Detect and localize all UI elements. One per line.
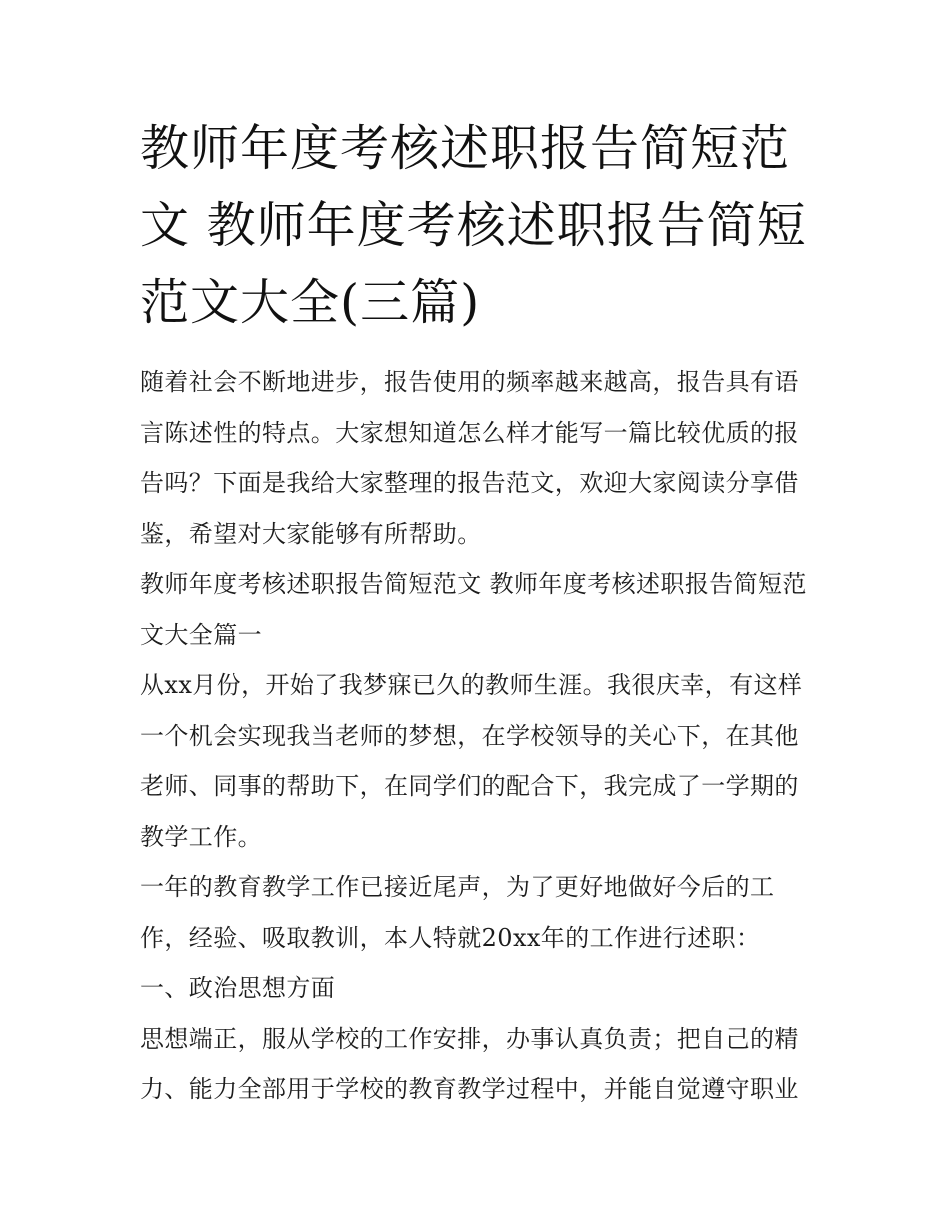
section-heading: 教师年度考核述职报告简短范文 教师年度考核述职报告简短范文大全篇一 [140,570,807,649]
body-paragraph: 从xx月份，开始了我梦寐已久的教师生涯。我很庆幸，有这样一个机会实现我当老师的梦想，在学校领导的关心下，在其他老师、同事的帮助下，在同学们的配合下，我完成了一学期的教学工作。 [140,671,803,851]
document-body [140,357,820,1115]
body-paragraph: 一年的教育教学工作已接近尾声，为了更好地做好今后的工作，经验、吸取教训，本人特就20xx年的工作进行述职： [140,873,775,952]
document-title: 教师年度考核述职报告简短范文 教师年度考核述职报告简短范文大全(三篇) [140,120,807,331]
body-paragraph: 思想端正，服从学校的工作安排，办事认真负责；把自己的精力、能力全部用于学校的教育教学过程中，并能自觉遵守职业 [140,1024,799,1103]
intro-paragraph: 随着社会不断地进步，报告使用的频率越来越高，报告具有语言陈述性的特点。大家想知道怎么样才能写一篇比较优质的报告吗？下面是我给大家整理的报告范文，欢迎大家阅读分享借鉴，希望对大家能够有所帮助。 [140,368,799,548]
subsection-heading: 一、政治思想方面 [140,974,336,1002]
